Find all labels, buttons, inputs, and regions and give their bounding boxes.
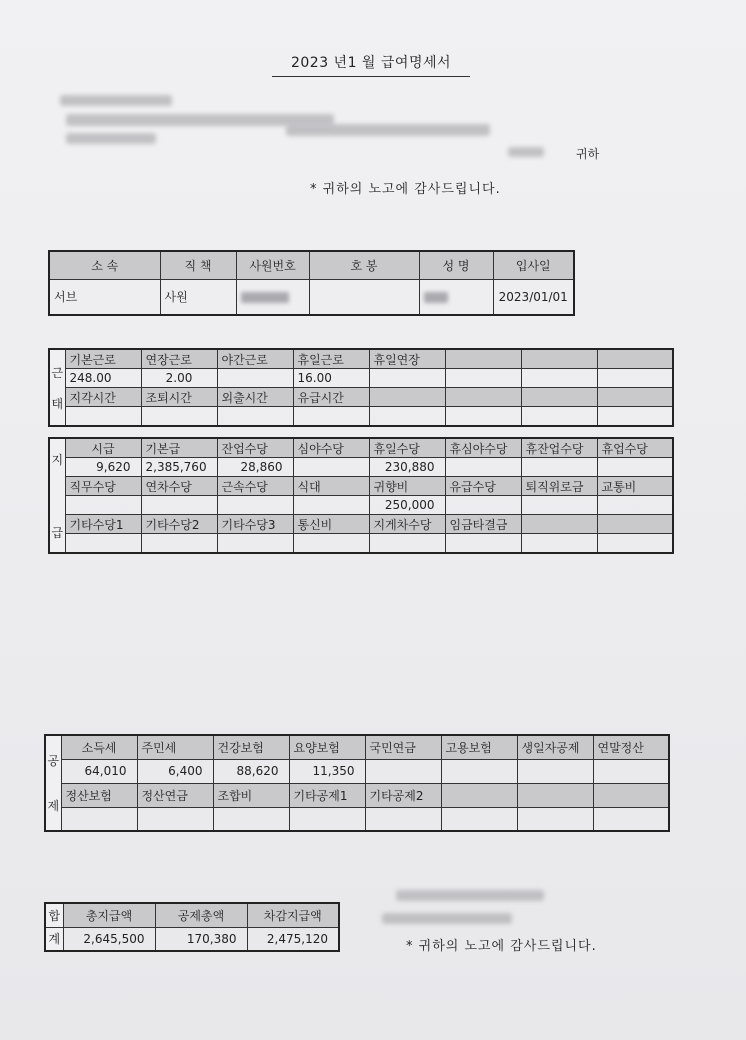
pay-label: 연차수당 — [141, 477, 217, 496]
attendance-value — [445, 369, 521, 388]
pay-label: 기타수당2 — [141, 515, 217, 534]
attendance-label: 조퇴시간 — [141, 388, 217, 407]
pay-value — [65, 534, 141, 554]
deduction-value — [213, 807, 289, 831]
attendance-value: 2.00 — [141, 369, 217, 388]
redacted-address-line2 — [66, 133, 156, 144]
attendance-label — [521, 349, 597, 369]
attendance-value: 16.00 — [293, 369, 369, 388]
deduction-side-label: 공 제 — [45, 735, 61, 831]
deduction-value — [593, 759, 669, 783]
pay-label: 심야수당 — [293, 438, 369, 458]
deduction-label: 정산보험 — [61, 783, 137, 807]
deduction-label: 정산연금 — [137, 783, 213, 807]
employee-id-value — [236, 279, 309, 315]
deduction-label — [441, 783, 517, 807]
deduction-value: 88,620 — [213, 759, 289, 783]
deduction-value: 64,010 — [61, 759, 137, 783]
employee-header-position: 직 책 — [160, 251, 236, 279]
attendance-value — [217, 407, 293, 427]
attendance-label — [597, 388, 673, 407]
attendance-label: 휴일근로 — [293, 349, 369, 369]
attendance-value — [369, 407, 445, 427]
deduction-label — [517, 783, 593, 807]
pay-label: 귀향비 — [369, 477, 445, 496]
total-deduction-label: 공제총액 — [155, 903, 247, 927]
attendance-side-label: 근 태 — [49, 349, 65, 426]
attendance-value — [65, 407, 141, 427]
deduction-value: 11,350 — [289, 759, 365, 783]
attendance-table — [48, 348, 674, 427]
pay-table — [48, 437, 674, 554]
pay-label: 기타수당1 — [65, 515, 141, 534]
attendance-value — [597, 407, 673, 427]
attendance-label — [445, 388, 521, 407]
pay-label: 유급수당 — [445, 477, 521, 496]
redacted-employee-name — [424, 292, 448, 303]
attendance-label: 연장근로 — [141, 349, 217, 369]
employee-dept-value: 서브 — [49, 279, 160, 315]
employee-info-table — [48, 250, 575, 316]
pay-label: 교통비 — [597, 477, 673, 496]
deduction-label: 주민세 — [137, 735, 213, 759]
attendance-label — [445, 349, 521, 369]
pay-value — [445, 534, 521, 554]
pay-label: 직무수당 — [65, 477, 141, 496]
redacted-employee-id — [241, 292, 289, 303]
deduction-value — [61, 807, 137, 831]
employee-header-hiredate: 입사일 — [493, 251, 574, 279]
attendance-label: 휴일연장 — [369, 349, 445, 369]
totals-side-label-bottom: 계 — [45, 927, 63, 951]
attendance-value — [521, 369, 597, 388]
pay-value — [293, 534, 369, 554]
pay-label: 기타수당3 — [217, 515, 293, 534]
total-pay-label: 총지급액 — [63, 903, 155, 927]
total-pay-value: 2,645,500 — [63, 927, 155, 951]
pay-value — [141, 534, 217, 554]
attendance-value — [445, 407, 521, 427]
pay-value — [65, 496, 141, 515]
pay-value — [141, 496, 217, 515]
deduction-label: 조합비 — [213, 783, 289, 807]
deduction-value — [289, 807, 365, 831]
pay-value: 9,620 — [65, 458, 141, 477]
pay-value — [521, 458, 597, 477]
deduction-label: 기타공제2 — [365, 783, 441, 807]
pay-value — [445, 496, 521, 515]
pay-label: 지게차수당 — [369, 515, 445, 534]
pay-value: 2,385,760 — [141, 458, 217, 477]
pay-value — [293, 458, 369, 477]
pay-label: 식대 — [293, 477, 369, 496]
deduction-label: 기타공제1 — [289, 783, 365, 807]
pay-label: 시급 — [65, 438, 141, 458]
employee-grade-value — [309, 279, 419, 315]
deduction-value — [593, 807, 669, 831]
redacted-company-name — [60, 95, 172, 106]
redacted-representative — [382, 913, 512, 924]
pay-value — [369, 534, 445, 554]
deduction-table — [44, 734, 670, 832]
attendance-value — [217, 369, 293, 388]
pay-value: 230,880 — [369, 458, 445, 477]
employee-header-name: 성 명 — [419, 251, 493, 279]
employee-header-dept: 소 속 — [49, 251, 160, 279]
deduction-label: 국민연금 — [365, 735, 441, 759]
pay-label: 휴일수당 — [369, 438, 445, 458]
deduction-label: 고용보험 — [441, 735, 517, 759]
attendance-label — [369, 388, 445, 407]
pay-label: 기본급 — [141, 438, 217, 458]
deduction-value — [137, 807, 213, 831]
employee-name-value — [419, 279, 493, 315]
pay-label: 휴심야수당 — [445, 438, 521, 458]
deduction-value — [441, 807, 517, 831]
redacted-recipient-name — [508, 147, 544, 157]
pay-side-label: 지 급 — [49, 438, 65, 553]
deduction-value — [365, 759, 441, 783]
pay-value — [521, 534, 597, 554]
deduction-label: 요양보험 — [289, 735, 365, 759]
employee-header-id: 사원번호 — [236, 251, 309, 279]
employee-header-grade: 호 봉 — [309, 251, 419, 279]
deduction-label: 생일자공제 — [517, 735, 593, 759]
pay-value — [217, 534, 293, 554]
pay-value: 250,000 — [369, 496, 445, 515]
totals-side-label-top: 합 — [45, 903, 63, 927]
pay-value — [217, 496, 293, 515]
pay-value — [293, 496, 369, 515]
honorific-label: 귀하 — [576, 147, 600, 161]
attendance-label: 유급시간 — [293, 388, 369, 407]
attendance-label — [521, 388, 597, 407]
pay-label: 휴업수당 — [597, 438, 673, 458]
pay-label: 통신비 — [293, 515, 369, 534]
pay-value — [597, 496, 673, 515]
pay-value — [597, 534, 673, 554]
totals-table — [44, 902, 340, 952]
attendance-value — [293, 407, 369, 427]
deduction-value: 6,400 — [137, 759, 213, 783]
pay-label: 근속수당 — [217, 477, 293, 496]
thanks-note-bottom: * 귀하의 노고에 감사드립니다. — [406, 939, 597, 954]
pay-value — [597, 458, 673, 477]
attendance-label: 야간근로 — [217, 349, 293, 369]
net-pay-value: 2,475,120 — [247, 927, 339, 951]
pay-label: 퇴직위로금 — [521, 477, 597, 496]
total-deduction-value: 170,380 — [155, 927, 247, 951]
deduction-value — [365, 807, 441, 831]
redacted-address-line3 — [286, 124, 490, 136]
attendance-label: 기본근로 — [65, 349, 141, 369]
pay-value — [521, 496, 597, 515]
pay-label: 잔업수당 — [217, 438, 293, 458]
attendance-value — [597, 369, 673, 388]
deduction-label: 소득세 — [61, 735, 137, 759]
pay-value: 28,860 — [217, 458, 293, 477]
pay-label: 임금타결금 — [445, 515, 521, 534]
deduction-label: 건강보험 — [213, 735, 289, 759]
attendance-value: 248.00 — [65, 369, 141, 388]
thanks-note-top: * 귀하의 노고에 감사드립니다. — [310, 182, 501, 197]
deduction-value — [517, 759, 593, 783]
redacted-company-footer — [396, 890, 544, 901]
deduction-label — [593, 783, 669, 807]
attendance-value — [521, 407, 597, 427]
document-title: 2023 년1 월 급여명세서 — [272, 52, 470, 77]
deduction-value — [441, 759, 517, 783]
deduction-value — [517, 807, 593, 831]
attendance-label: 외출시간 — [217, 388, 293, 407]
pay-label: 휴잔업수당 — [521, 438, 597, 458]
attendance-label — [597, 349, 673, 369]
pay-label — [597, 515, 673, 534]
net-pay-label: 차감지급액 — [247, 903, 339, 927]
pay-value — [445, 458, 521, 477]
employee-hiredate-value: 2023/01/01 — [493, 279, 574, 315]
pay-label — [521, 515, 597, 534]
employee-position-value: 사원 — [160, 279, 236, 315]
attendance-label: 지각시간 — [65, 388, 141, 407]
attendance-value — [141, 407, 217, 427]
deduction-label: 연말정산 — [593, 735, 669, 759]
attendance-value — [369, 369, 445, 388]
